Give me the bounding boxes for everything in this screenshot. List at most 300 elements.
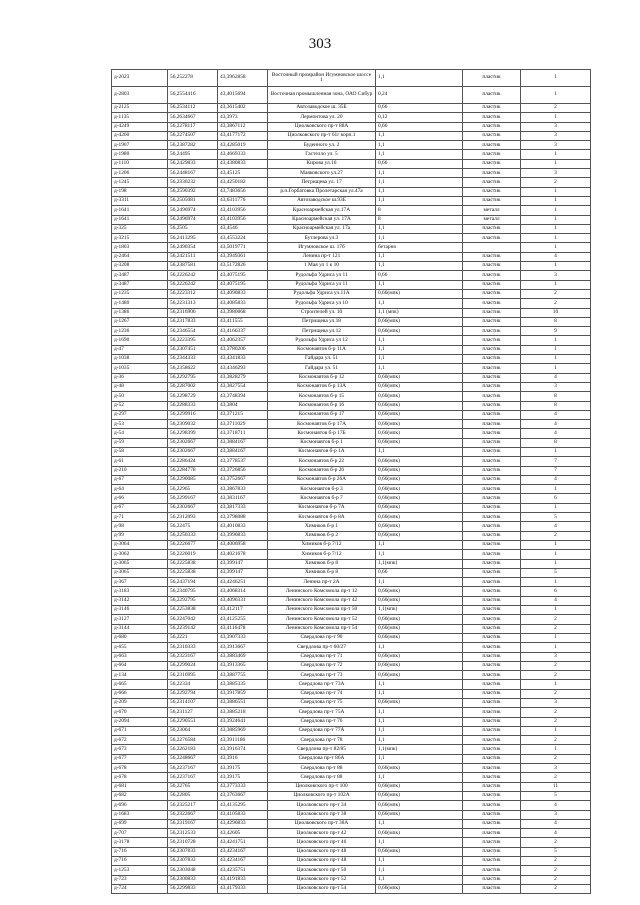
material-cell: пластик	[463, 122, 521, 131]
site-id-cell: д-52	[112, 401, 168, 410]
count-cell: 7	[521, 457, 591, 466]
address-cell: Химиков б-р 1	[268, 522, 376, 531]
volume-cell: 0,66(мпк)	[376, 429, 463, 438]
site-id-cell: д-1803	[112, 243, 168, 252]
latitude-cell: 56,2288333	[168, 401, 218, 410]
site-id-cell: д-1980	[112, 150, 168, 159]
volume-cell: 1,1	[376, 866, 463, 875]
address-cell: Космонавтов б-р 22	[268, 457, 376, 466]
table-row	[112, 196, 591, 205]
material-cell: пластик	[463, 429, 521, 438]
latitude-cell: 56,2225838	[168, 559, 218, 568]
site-id-cell: д-673	[112, 745, 168, 754]
address-cell: Космонавтов б-р 26	[268, 466, 376, 475]
address-cell: Циолковского пр-т 54	[268, 884, 376, 893]
longitude-cell: 43,3798088	[218, 513, 268, 522]
table-row	[112, 336, 591, 345]
latitude-cell: 56,2239142	[168, 624, 218, 633]
table-row	[112, 624, 591, 633]
material-cell	[463, 243, 521, 252]
longitude-cell: 43,3718711	[218, 429, 268, 438]
material-cell: пластик	[463, 568, 521, 577]
longitude-cell: 43,4135295	[218, 801, 268, 810]
site-id-cell: д-66	[112, 494, 168, 503]
count-cell: 5	[521, 513, 591, 522]
site-id-cell: д-47	[112, 345, 168, 354]
volume-cell: 1,1	[376, 447, 463, 456]
site-id-cell: д-71	[112, 513, 168, 522]
longitude-cell: 43,3828279	[218, 373, 268, 382]
page-number: 303	[308, 36, 332, 52]
volume-cell: 1,1	[376, 150, 463, 159]
volume-cell: 0,66(мпк)	[376, 494, 463, 503]
longitude-cell: 43,3778537	[218, 457, 268, 466]
count-cell: 3	[521, 131, 591, 140]
site-id-cell: д-665	[112, 680, 168, 689]
address-cell: Ленинского Комсомола пр-т 50	[268, 606, 376, 615]
table-row	[112, 633, 591, 642]
address-cell: Космонавтов б-р 26А	[268, 475, 376, 484]
count-cell: 1	[521, 540, 591, 549]
material-cell: пластик	[463, 87, 521, 104]
table-row	[112, 392, 591, 401]
longitude-cell: 43,4103956	[218, 215, 268, 224]
site-id-cell: д-1641	[112, 206, 168, 215]
latitude-cell: 56,2292795	[168, 596, 218, 605]
count-cell: 3	[521, 141, 591, 150]
count-cell: 1	[521, 262, 591, 271]
longitude-cell: 43,4380833	[218, 159, 268, 168]
material-cell: пластик	[463, 317, 521, 326]
site-id-cell: д-210	[112, 466, 168, 475]
volume-cell: 1,1	[376, 875, 463, 884]
site-id-cell: д-677	[112, 754, 168, 763]
address-cell: Космонавтов б-р 17	[268, 410, 376, 419]
table-row	[112, 801, 591, 810]
site-id-cell: д-67	[112, 503, 168, 512]
table-row	[112, 736, 591, 745]
longitude-cell: 43,3867112	[218, 122, 268, 131]
address-cell: Ленинского Комсомола пр-т 12	[268, 587, 376, 596]
volume-cell: 1,1	[376, 299, 463, 308]
site-id-cell: д-59	[112, 438, 168, 447]
address-cell: Химиков б-р 2	[268, 531, 376, 540]
longitude-cell: 43,3885335	[218, 680, 268, 689]
latitude-cell: 56,2490354	[168, 243, 218, 252]
longitude-cell: 43,4090833	[218, 289, 268, 298]
latitude-cell: 56,2387581	[168, 262, 218, 271]
address-cell: Циолковского пр-т 100	[268, 782, 376, 791]
address-cell: Рудольфа Удриса ул 11	[268, 280, 376, 289]
site-id-cell: д-3065	[112, 568, 168, 577]
longitude-cell: 43,4241751	[218, 838, 268, 847]
volume-cell: 0,66(мпк)	[376, 420, 463, 429]
material-cell: пластик	[463, 819, 521, 828]
table-row	[112, 475, 591, 484]
material-cell: пластик	[463, 327, 521, 336]
volume-cell: 1,1	[376, 141, 463, 150]
longitude-cell: 43,4177172	[218, 131, 268, 140]
longitude-cell: 43,3726856	[218, 466, 268, 475]
latitude-cell: 56,2634667	[168, 113, 218, 122]
latitude-cell: 56,2590392	[168, 187, 218, 196]
address-cell: Игумновское ш. 17б	[268, 243, 376, 252]
latitude-cell: 56,2302667	[168, 447, 218, 456]
volume-cell: 0,66(мпк)	[376, 327, 463, 336]
table-row	[112, 280, 591, 289]
longitude-cell: 43,3885218	[218, 708, 268, 717]
longitude-cell: 43,412117	[218, 606, 268, 615]
count-cell: 1	[521, 643, 591, 652]
table-row	[112, 113, 591, 122]
longitude-cell: 43,3752667	[218, 475, 268, 484]
address-cell: Рудольфа Удриса ул 11	[268, 271, 376, 280]
latitude-cell: 56,2317833	[168, 317, 218, 326]
latitude-cell: 56,2300833	[168, 875, 218, 884]
material-cell: пластик	[463, 699, 521, 708]
longitude-cell: 43,3867833	[218, 485, 268, 494]
address-cell: Свердлова пр-т 74	[268, 689, 376, 698]
latitude-cell: 56,2310333	[168, 643, 218, 652]
latitude-cell: 56,2325217	[168, 801, 218, 810]
site-id-cell: д-1206	[112, 169, 168, 178]
address-cell: Космонавтов б-р 12	[268, 373, 376, 382]
longitude-cell: 43,7483656	[218, 187, 268, 196]
count-cell: 2	[521, 689, 591, 698]
volume-cell: 1,1	[376, 540, 463, 549]
count-cell: 10	[521, 308, 591, 317]
latitude-cell: 56,2299833	[168, 884, 218, 893]
site-id-cell: д-61	[112, 457, 168, 466]
address-cell: Красноармейская ул.17А	[268, 206, 376, 215]
count-cell: 11	[521, 782, 591, 791]
address-cell: Петрищева ул. 17	[268, 178, 376, 187]
site-id-cell: д-1245	[112, 178, 168, 187]
latitude-cell: 56,2226019	[168, 550, 218, 559]
count-cell: 1	[521, 680, 591, 689]
count-cell: 4	[521, 596, 591, 605]
latitude-cell: 56,2290085	[168, 475, 218, 484]
site-id-cell: д-655	[112, 643, 168, 652]
latitude-cell: 56,2292794	[168, 689, 218, 698]
address-cell: Космонавтов б-р 13А	[268, 382, 376, 391]
table-row	[112, 550, 591, 559]
count-cell: 8	[521, 392, 591, 401]
site-id-cell: д-716	[112, 847, 168, 856]
latitude-cell: 56,2429833	[168, 159, 218, 168]
table-row	[112, 764, 591, 773]
material-cell: пластик	[463, 373, 521, 382]
volume-cell: 0,66(мпк)	[376, 317, 463, 326]
count-cell: 1	[521, 150, 591, 159]
latitude-cell: 56,2287002	[168, 382, 218, 391]
table-row	[112, 187, 591, 196]
count-cell: 2	[521, 857, 591, 866]
volume-cell: 0,66(мпк)	[376, 615, 463, 624]
count-cell: 1	[521, 336, 591, 345]
count-cell: 1	[521, 215, 591, 224]
longitude-cell: 43,39175	[218, 764, 268, 773]
address-cell: Кирова ул.16	[268, 159, 376, 168]
volume-cell: 0,66(мпк)	[376, 457, 463, 466]
material-cell: пластик	[463, 113, 521, 122]
longitude-cell: 43,399147	[218, 568, 268, 577]
table-row	[112, 652, 591, 661]
material-cell: пластик	[463, 308, 521, 317]
material-cell: пластик	[463, 717, 521, 726]
table-row	[112, 513, 591, 522]
table-row	[112, 373, 591, 382]
material-cell: пластик	[463, 457, 521, 466]
address-cell: Циолковского пр-т 48	[268, 847, 376, 856]
material-cell: пластик	[463, 550, 521, 559]
volume-cell: 1,1	[376, 708, 463, 717]
latitude-cell: 56,2284778	[168, 466, 218, 475]
address-cell: Космонавтов б-р 17Б	[268, 429, 376, 438]
volume-cell: 0,24	[376, 87, 463, 104]
count-cell: 4	[521, 801, 591, 810]
latitude-cell: 56,22765	[168, 782, 218, 791]
address-cell: Свердлова пр-т 75А	[268, 708, 376, 717]
site-id-cell: д-98	[112, 522, 168, 531]
address-cell: Строителей ул. 10	[268, 308, 376, 317]
table-row	[112, 810, 591, 819]
table-row	[112, 875, 591, 884]
table-row	[112, 345, 591, 354]
table-row	[112, 252, 591, 261]
site-id-cell: д-64	[112, 485, 168, 494]
longitude-cell: 43,3973	[218, 113, 268, 122]
site-id-cell: д-50	[112, 392, 168, 401]
address-cell: Гайдара ул. 51	[268, 364, 376, 373]
longitude-cell: 43,4234167	[218, 847, 268, 856]
count-cell: 8	[521, 438, 591, 447]
address-cell: Космонавтов б-р 15	[268, 392, 376, 401]
site-id-cell: д-1907	[112, 141, 168, 150]
longitude-cell: 43,4546	[218, 224, 268, 233]
volume-cell: 0,66	[376, 159, 463, 168]
longitude-cell: 43,3748394	[218, 392, 268, 401]
table-row	[112, 596, 591, 605]
volume-cell: 1,1	[376, 355, 463, 364]
table-row	[112, 262, 591, 271]
volume-cell: 0,66(мпк)	[376, 401, 463, 410]
volume-cell: 1,1	[376, 819, 463, 828]
table-row	[112, 819, 591, 828]
latitude-cell: 56,2344333	[168, 355, 218, 364]
volume-cell: 0,66(мпк)	[376, 289, 463, 298]
longitude-cell: 43,3883469	[218, 652, 268, 661]
latitude-cell: 56,22334	[168, 680, 218, 689]
count-cell: 1	[521, 606, 591, 615]
material-cell: пластик	[463, 810, 521, 819]
longitude-cell: 43,4096331	[218, 596, 268, 605]
material-cell: пластик	[463, 726, 521, 735]
material-cell: пластик	[463, 169, 521, 178]
address-cell: Гайдара ул. 51	[268, 355, 376, 364]
address-cell: Космонавтов б-р 1А	[268, 447, 376, 456]
count-cell: 4	[521, 410, 591, 419]
site-id-cell: д-3487	[112, 271, 168, 280]
site-id-cell: д-666	[112, 689, 168, 698]
latitude-cell: 56,2448167	[168, 169, 218, 178]
latitude-cell: 56,22805	[168, 791, 218, 800]
count-cell: 1	[521, 159, 591, 168]
longitude-cell: 43,371215	[218, 410, 268, 419]
latitude-cell: 56,2307833	[168, 857, 218, 866]
address-cell: Свердлова пр-т 71	[268, 652, 376, 661]
latitude-cell: 56,2346554	[168, 327, 218, 336]
latitude-cell: 56,2278117	[168, 122, 218, 131]
volume-cell: 0,66(мпк)	[376, 652, 463, 661]
table-row	[112, 243, 591, 252]
count-cell: 3	[521, 699, 591, 708]
site-id-cell: д-724	[112, 884, 168, 893]
site-id-cell: д-1035	[112, 364, 168, 373]
count-cell: 2	[521, 838, 591, 847]
longitude-cell: 43,4234167	[218, 857, 268, 866]
table-row	[112, 457, 591, 466]
site-id-cell: д-1253	[112, 866, 168, 875]
latitude-cell: 56,2307833	[168, 847, 218, 856]
site-id-cell: д-723	[112, 875, 168, 884]
table-row	[112, 159, 591, 168]
table-row	[112, 178, 591, 187]
latitude-cell: 56,2312093	[168, 513, 218, 522]
longitude-cell: 43,4246251	[218, 578, 268, 587]
address-cell: Рудольфа Удриса ул 12	[268, 336, 376, 345]
latitude-cell: 56,2223312	[168, 289, 218, 298]
volume-cell: 0,66(мпк)	[376, 661, 463, 670]
longitude-cell: 43,4103956	[218, 206, 268, 215]
table-row	[112, 299, 591, 308]
longitude-cell: 43,3885969	[218, 726, 268, 735]
latitude-cell: 56,2358622	[168, 364, 218, 373]
material-cell: пластик	[463, 475, 521, 484]
table-row	[112, 866, 591, 875]
address-cell: р.п.Горбатовка Пролетарская ул.47а	[268, 187, 376, 196]
site-id-cell: д-99	[112, 531, 168, 540]
count-cell: 3	[521, 764, 591, 773]
longitude-cell: 43,6311776	[218, 196, 268, 205]
material-cell: пластик	[463, 531, 521, 540]
longitude-cell: 43,3913365	[218, 661, 268, 670]
longitude-cell: 43,3884167	[218, 447, 268, 456]
latitude-cell: 56,2496974	[168, 206, 218, 215]
count-cell: 1	[521, 503, 591, 512]
latitude-cell: 56,2302667	[168, 438, 218, 447]
table-row	[112, 308, 591, 317]
material-cell: пластик	[463, 224, 521, 233]
table-row	[112, 104, 591, 113]
site-id-cell: д-3065	[112, 559, 168, 568]
address-cell: Циолковского пр-т 48	[268, 857, 376, 866]
site-id-cell: д-198	[112, 187, 168, 196]
longitude-cell: 43,3831167	[218, 494, 268, 503]
longitude-cell: 43,4285019	[218, 141, 268, 150]
address-cell: Циолковского пр-т 50	[268, 866, 376, 875]
material-cell: пластик	[463, 252, 521, 261]
material-cell: пластик	[463, 271, 521, 280]
count-cell: 1	[521, 726, 591, 735]
volume-cell: 0,12	[376, 113, 463, 122]
material-cell: пластик	[463, 791, 521, 800]
material-cell: пластик	[463, 131, 521, 140]
latitude-cell: 56,2226242	[168, 280, 218, 289]
count-cell: 3	[521, 122, 591, 131]
volume-cell: 1,1	[376, 773, 463, 782]
latitude-cell: 56,2309032	[168, 420, 218, 429]
address-cell: Рудольфа Удриса ул.11А	[268, 289, 376, 298]
volume-cell: 1,1	[376, 680, 463, 689]
count-cell: 1	[521, 113, 591, 122]
address-cell: Циолковского пр-т 88А	[268, 122, 376, 131]
material-cell: пластик	[463, 503, 521, 512]
volume-cell: 1,1	[376, 838, 463, 847]
latitude-cell: 56,2225838	[168, 568, 218, 577]
address-cell: Химиков б-р 7/12	[268, 550, 376, 559]
table-row	[112, 429, 591, 438]
latitude-cell: 56,2262183	[168, 745, 218, 754]
volume-cell: 0,66(мпк)	[376, 587, 463, 596]
site-id-cell: д-671	[112, 726, 168, 735]
latitude-cell: 56,2292795	[168, 373, 218, 382]
material-cell: пластик	[463, 745, 521, 754]
count-cell: 1	[521, 447, 591, 456]
site-id-cell: д-672	[112, 736, 168, 745]
table-row	[112, 661, 591, 670]
site-id-cell: д-4249	[112, 122, 168, 131]
address-cell: Ленинского Комсомола пр-т 52	[268, 615, 376, 624]
count-cell: 3	[521, 652, 591, 661]
material-cell: пластик	[463, 159, 521, 168]
material-cell: пластик	[463, 234, 521, 243]
table-row	[112, 754, 591, 763]
site-id-cell: д-1235	[112, 289, 168, 298]
material-cell: пластик	[463, 280, 521, 289]
longitude-cell: 43,3780206	[218, 345, 268, 354]
material-cell: пластик	[463, 736, 521, 745]
site-id-cell: д-678	[112, 773, 168, 782]
latitude-cell: 56,2302667	[168, 503, 218, 512]
count-cell: 4	[521, 429, 591, 438]
volume-cell: 1,1	[376, 364, 463, 373]
volume-cell: 0,66(мпк)	[376, 671, 463, 680]
material-cell: пластик	[463, 364, 521, 373]
address-cell: Гастелло ул. 5	[268, 150, 376, 159]
latitude-cell: 56,2290551	[168, 717, 218, 726]
volume-cell: 0,66(мпк)	[376, 847, 463, 856]
table-row	[112, 884, 591, 893]
volume-cell: 0,66(мпк)	[376, 829, 463, 838]
count-cell: 1	[521, 559, 591, 568]
material-cell: пластик	[463, 289, 521, 298]
volume-cell: 1,1(мпк)	[376, 559, 463, 568]
material-cell: пластик	[463, 392, 521, 401]
address-cell: Циолковского пр-т 42	[268, 829, 376, 838]
table-row	[112, 447, 591, 456]
volume-cell: 0,66(мпк)	[376, 513, 463, 522]
address-cell: Циолковского пр-т 34	[268, 801, 376, 810]
count-cell: 6	[521, 494, 591, 503]
volume-cell: 0,66(мпк)	[376, 596, 463, 605]
address-cell: Космонавтов б-р 17А	[268, 420, 376, 429]
longitude-cell: 43,5019771	[218, 243, 268, 252]
site-id-cell: д-707	[112, 829, 168, 838]
material-cell: металл	[463, 206, 521, 215]
address-cell: Маяковского ул.27	[268, 169, 376, 178]
volume-cell: 0,66(мпк)	[376, 764, 463, 773]
